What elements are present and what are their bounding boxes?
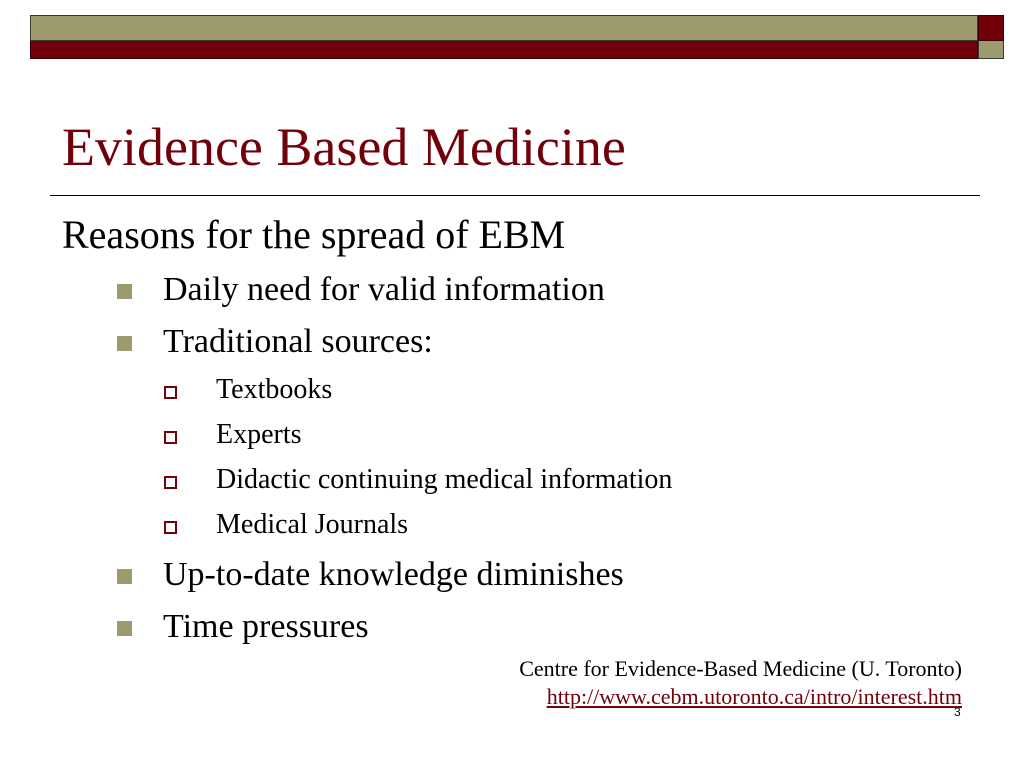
hollow-square-bullet-icon	[164, 521, 177, 534]
bullet-item: Time pressures	[163, 608, 369, 645]
source-org: Centre for Evidence-Based Medicine (U. Toronto)	[519, 656, 962, 681]
filled-square-bullet-icon	[117, 569, 132, 584]
banner-maroon-stripe	[30, 41, 978, 59]
hollow-square-bullet-icon	[164, 431, 177, 444]
corner-square-olive	[978, 41, 1004, 59]
source-citation	[519, 655, 962, 711]
filled-square-bullet-icon	[117, 336, 132, 351]
bullet-item: Traditional sources:	[163, 323, 433, 360]
slide-title: Evidence Based Medicine	[62, 117, 626, 177]
corner-square-maroon	[978, 15, 1004, 41]
header-banner	[30, 15, 978, 59]
sub-bullet-item: Didactic continuing medical information	[216, 464, 673, 495]
filled-square-bullet-icon	[117, 284, 132, 299]
sub-bullet-item: Experts	[216, 419, 302, 450]
source-link[interactable]: http://www.cebm.utoronto.ca/intro/interest.htm	[546, 684, 962, 709]
title-divider	[50, 195, 980, 196]
hollow-square-bullet-icon	[164, 476, 177, 489]
slide-heading: Reasons for the spread of EBM	[62, 212, 566, 257]
hollow-square-bullet-icon	[164, 386, 177, 399]
sub-bullet-item: Medical Journals	[216, 509, 409, 540]
filled-square-bullet-icon	[117, 621, 132, 636]
banner-olive-stripe	[30, 15, 978, 41]
sub-bullet-item: Textbooks	[216, 374, 333, 405]
page-number: 3	[954, 705, 961, 719]
bullet-item: Up-to-date knowledge diminishes	[163, 556, 624, 593]
bullet-item: Daily need for valid information	[163, 271, 605, 308]
